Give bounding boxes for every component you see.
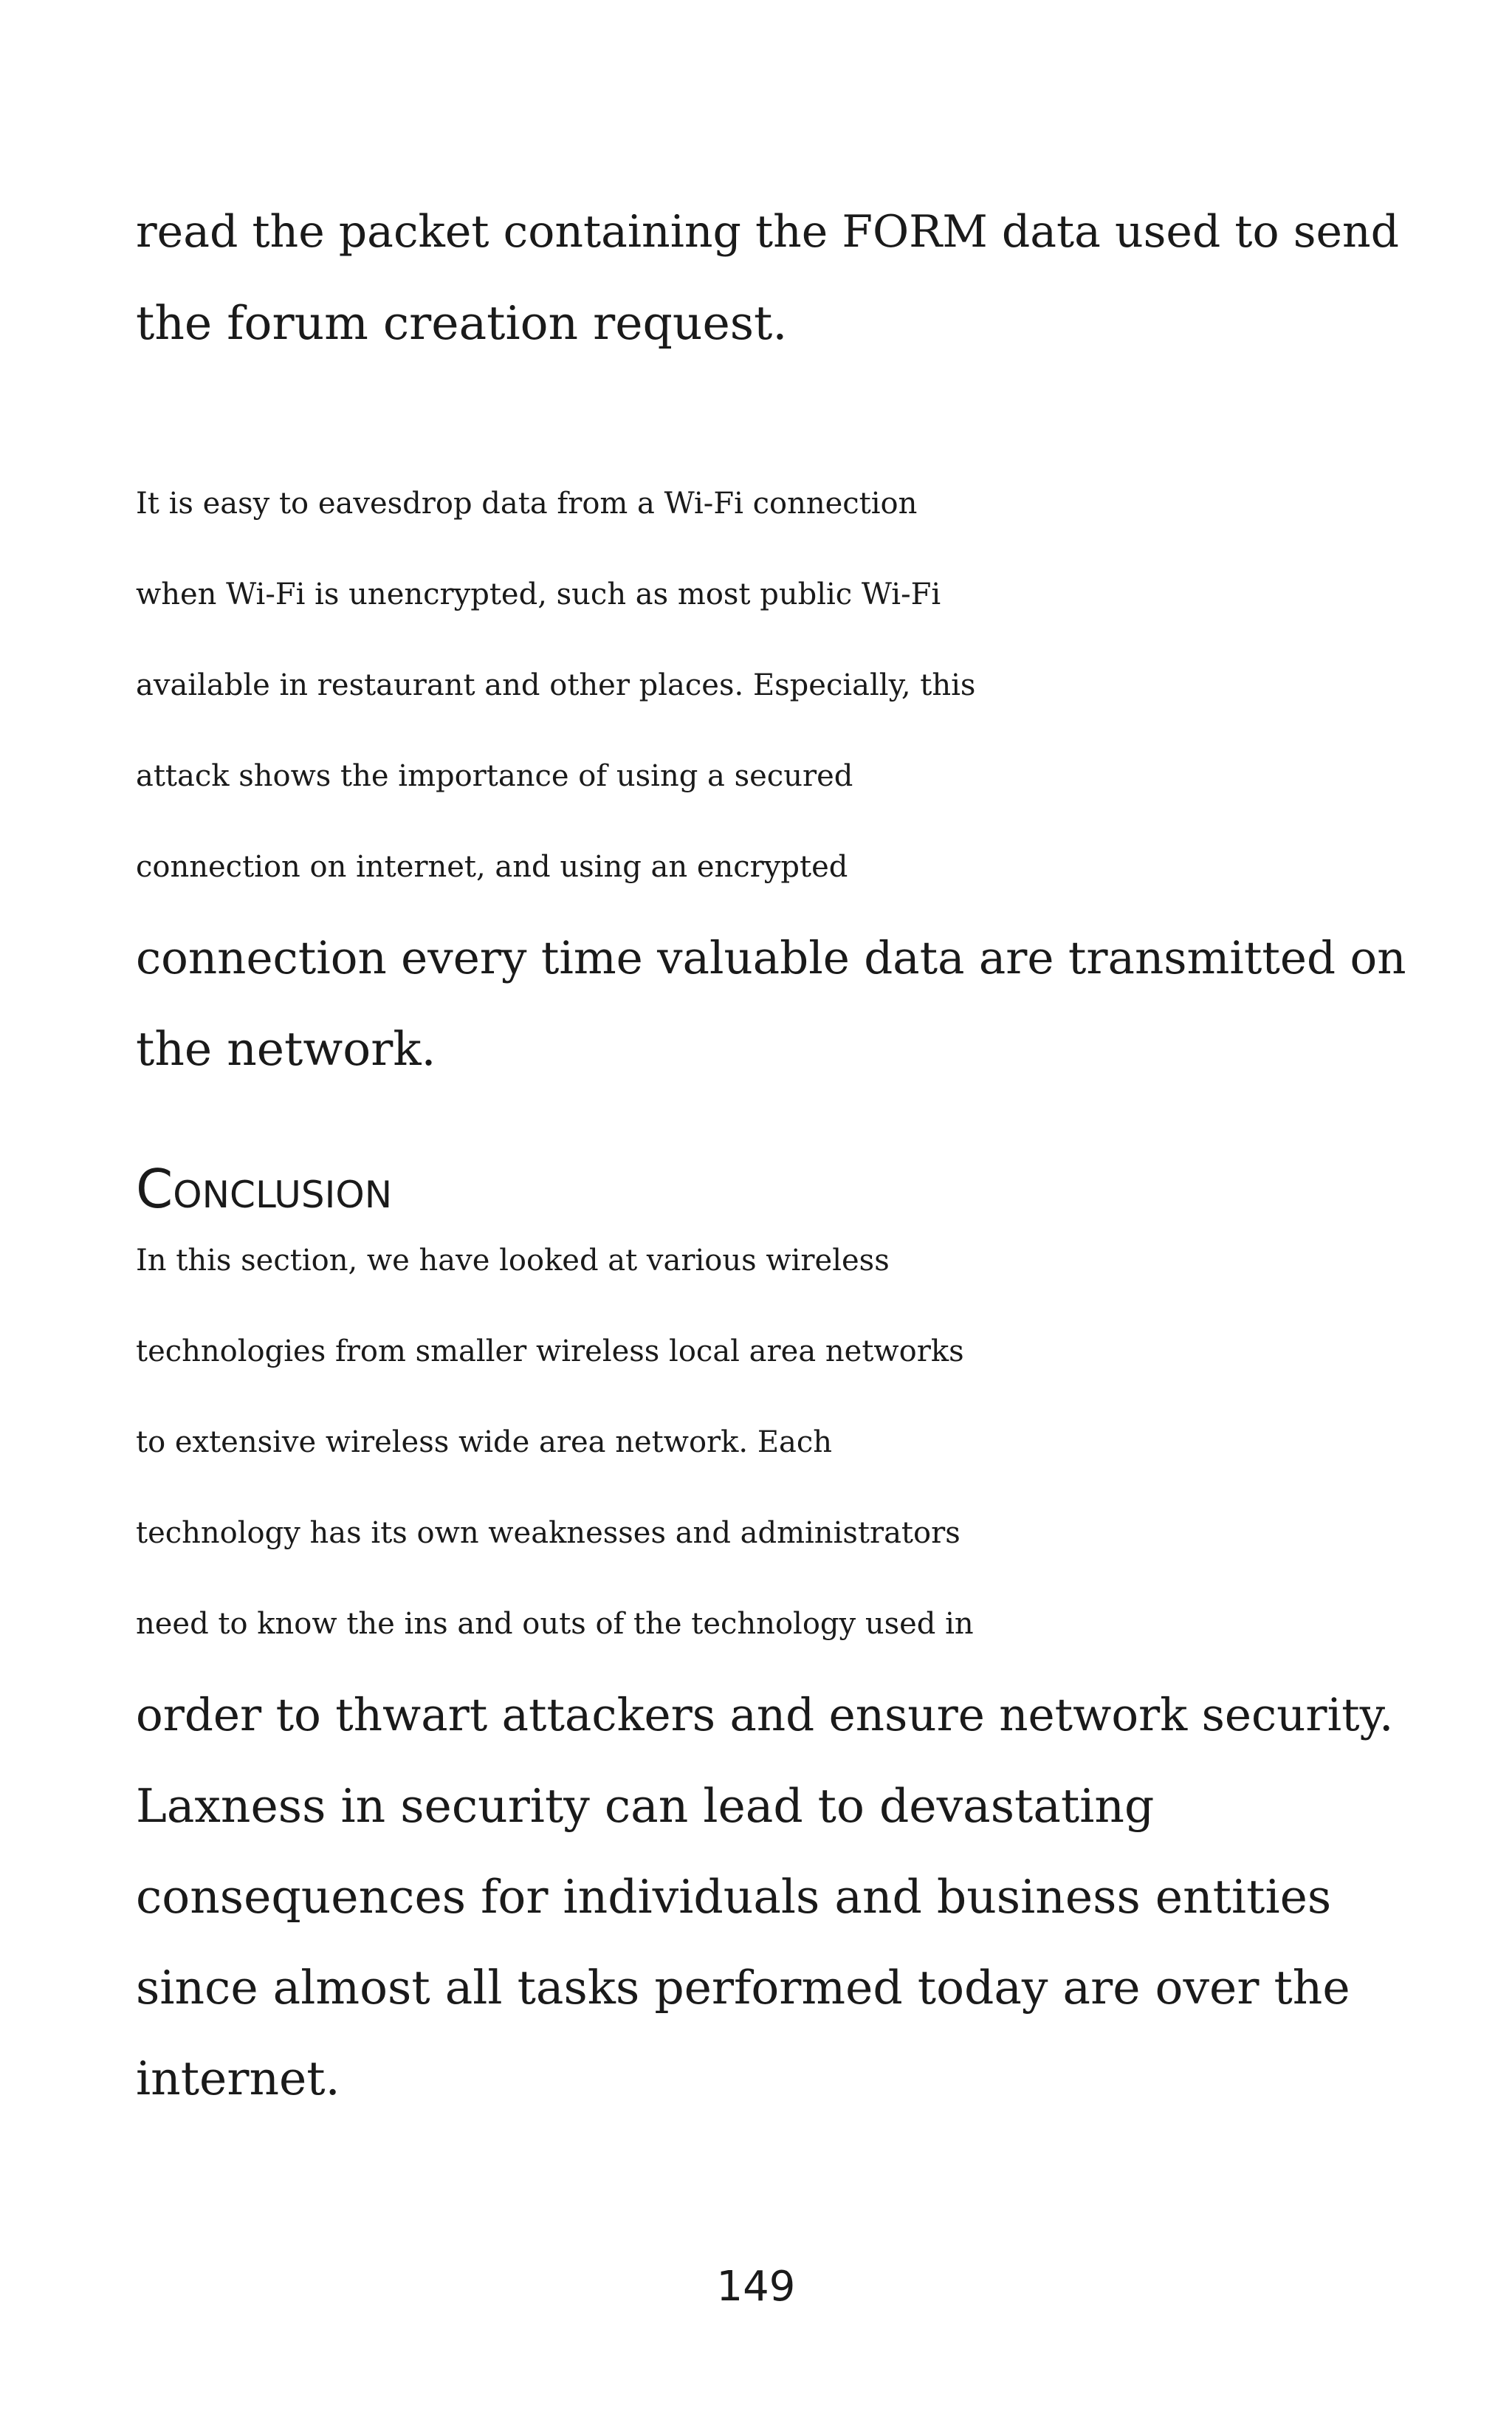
text-line: since almost all tasks performed today are over the bbox=[136, 1961, 1350, 2015]
section-heading: Conclusion bbox=[136, 1158, 393, 1220]
text-line: consequences for individuals and business entities bbox=[136, 1870, 1332, 1924]
text-line: available in restaurant and other places. Especially, this bbox=[136, 668, 976, 702]
text-line: read the packet containing the FORM data used to send bbox=[136, 206, 1400, 258]
text-line: need to know the ins and outs of the technology used in bbox=[136, 1607, 974, 1641]
text-line: In this section, we have looked at various wireless bbox=[136, 1244, 890, 1278]
text-line: when Wi-Fi is unencrypted, such as most public Wi-Fi bbox=[136, 577, 941, 611]
text-line: order to thwart attackers and ensure network security. bbox=[136, 1689, 1394, 1741]
paragraph-conclusion bbox=[136, 1216, 1393, 2124]
text-line: attack shows the importance of using a secured bbox=[136, 759, 853, 793]
text-line: technology has its own weaknesses and administrators bbox=[136, 1516, 961, 1550]
text-line: the forum creation request. bbox=[136, 296, 788, 350]
page-number: 149 bbox=[716, 2263, 796, 2311]
text-line: connection on internet, and using an encrypted bbox=[136, 850, 848, 884]
text-line: connection every time valuable data are transmitted on bbox=[136, 932, 1406, 984]
text-line: It is easy to eavesdrop data from a Wi-Fi connection bbox=[136, 487, 918, 521]
text-line: technologies from smaller wireless local area networks bbox=[136, 1334, 964, 1368]
text-line: to extensive wireless wide area network. Each bbox=[136, 1425, 833, 1459]
text-line: internet. bbox=[136, 2051, 340, 2105]
text-line: the network. bbox=[136, 1022, 436, 1076]
paragraph-packet bbox=[136, 187, 1399, 369]
text-line: Laxness in security can lead to devastating bbox=[136, 1779, 1155, 1833]
paragraph-eavesdrop bbox=[136, 459, 1406, 1094]
